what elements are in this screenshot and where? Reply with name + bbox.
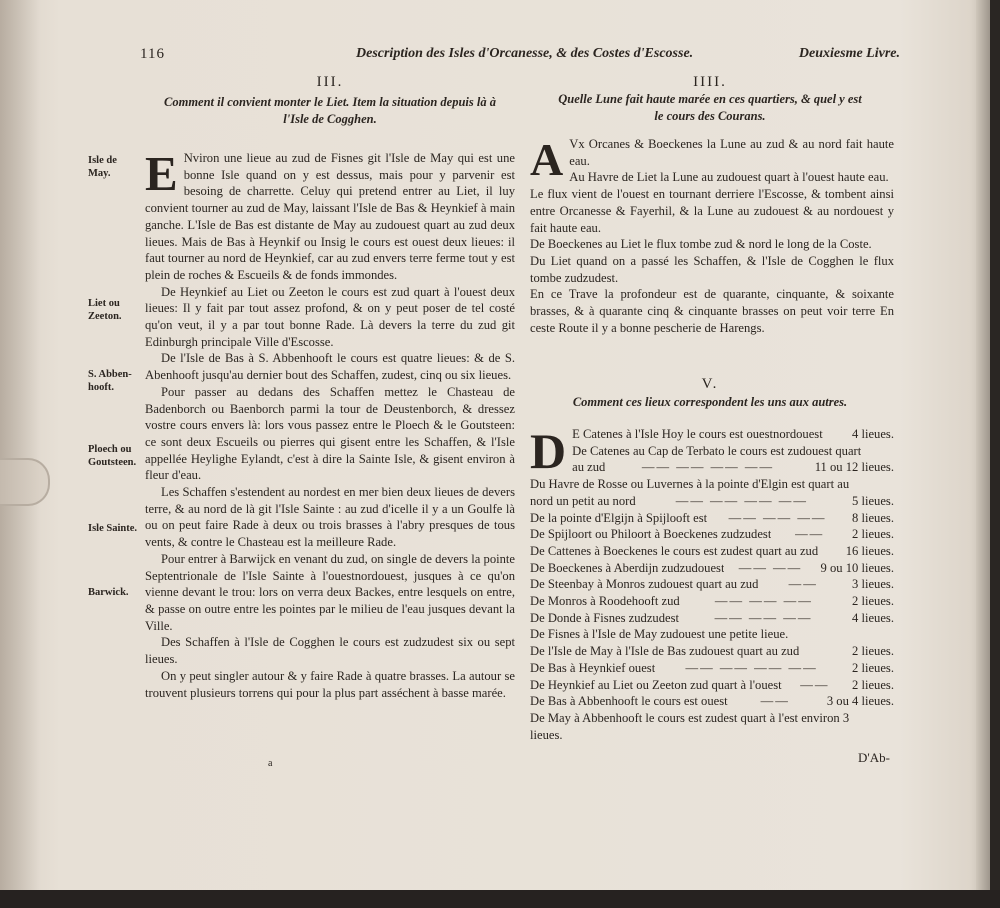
route-dashes: —— —— —— [728,510,827,525]
route-text: De la pointe d'Elgijn à Spijlooft est [530,510,708,525]
paragraph: Au Havre de Liet la Lune au zudouest quart à l'ouest haute eau. [569,170,889,185]
routes-list [530,423,894,743]
route-dashes: —— [800,677,830,692]
paragraph: De Heynkief au Liet ou Zeeton le cours est zud quart à l'ouest deux lieues: Il y fait par tout assez profond, & on y peut poser de tel costé qu'on veut, il y a par tout bonne Rade. Là devers la terre du zud git Edinburgh principale Ville d'Escosse. [145,284,515,349]
route-text: De Steenbay à Monros zudouest quart au zud [530,577,759,592]
paragraph: A Vx Orcanes & Boeckenes la Lune au zud & au nord fait haute eau. [530,134,894,185]
section-5-title: Comment ces lieux correspondent les uns aux autres. [572,395,848,409]
route-distance: 9 ou 10 lieues. [820,560,894,575]
route-line [530,660,894,677]
route-distance: 4 lieues. [852,610,894,625]
drop-cap: D [530,423,567,479]
route-line [530,626,894,643]
margin-note: S. Abben-hooft. [88,369,132,393]
route-dashes: —— —— —— [714,594,813,609]
route-distance: 2 lieues. [852,527,894,542]
route-dashes: —— —— —— —— [685,660,818,675]
route-dashes: —— [760,694,790,709]
route-line [572,426,894,443]
route-text: De Donde à Fisnes zudzudest [530,610,679,625]
margin-note: Liet ou Zeeton. [88,298,122,322]
route-line [530,526,894,543]
route-text: E Catenes à l'Isle Hoy le cours est ouestnordouest [572,427,823,441]
paragraph: Des Schaffen à l'Isle de Cogghen le cours est zudzudest six ou sept lieues. [145,635,515,667]
route-text: Du Havre de Rosse ou Luvernes à la pointe d'Elgin est quart au [530,477,850,492]
dark-background [0,890,1000,908]
route-text: lieues. [530,727,563,742]
drop-cap: E [145,146,178,201]
route-distance: 2 lieues. [852,594,894,609]
clip-mark [0,458,50,506]
route-line [572,443,894,460]
paragraph: En ce Trave la profondeur est de quarante, cinquante, & soixante brasses, & à quarante cinq & cinquante brasses on peut voir terre En ceste Route il y a bonne pescherie de Harengs. [530,287,894,335]
route-text: De Cattenes à Boeckenes le cours est zudest quart au zud [530,543,819,558]
route-line [530,560,894,577]
margin-note: Isle Sainte. [88,523,138,534]
paragraph: De l'Isle de Bas à S. Abbenhooft le cours est quatre lieues: & de S. Abenhooft jusqu'au dernier bout des Schaffen, zudest, cinq ou six lieues. [145,351,515,383]
route-distance: 11 ou 12 lieues. [814,460,894,475]
route-line [530,493,894,510]
paragraph: Le flux vient de l'ouest en tournant derriere l'Escosse, & tombent ainsi entre Orcanesse & Fayerhil, & la Lune au zudouest & au nordouest y fait haute eau. [530,187,894,235]
tides-text [530,136,894,336]
margin-note: Ploech ou Goutsteen. [88,444,137,468]
route-line [530,693,894,710]
route-distance: 16 lieues. [845,543,894,558]
route-distance: 5 lieues. [852,493,894,508]
catchword: D'Ab- [858,750,890,765]
route-dashes: —— [788,577,818,592]
running-title: Description des Isles d'Orcanesse, & des Costes d'Escosse. [356,46,694,61]
running-header [140,46,900,66]
route-dashes: —— —— —— —— [641,460,775,475]
gutter-shadow [0,0,40,890]
routes-container [530,423,894,743]
route-text: De Bas à Abbenhooft le cours est ouest [530,694,728,709]
paragraph: On y peut singler autour & y faire Rade à quatre brasses. La autour se trouvent plusieurs torrens qui pour la plus part asséchent à basse marée. [145,668,515,700]
paragraph: Du Liet quand on a passé les Schaffen, & l'Isle de Cogghen le flux tombe zudzudest. [530,253,894,285]
route-text: De Boeckenes à Aberdijn zudzudouest [530,560,725,575]
paragraph: Les Schaffen s'estendent au nordest en mer bien deux lieues de devers terre, & au nord de là git l'Isle Sainte : au zud d'icelle il y a un Goulfe là ou on peut faire Rade à deux ou trois brasses à l'abry presques de tous vents, & contre le Chasteau est la meilleure Rade. [145,485,515,550]
route-line [530,576,894,593]
route-text: au zud [572,460,606,475]
route-line [530,510,894,527]
signature-mark: a [268,758,273,769]
route-distance: 2 lieues. [852,644,894,659]
route-line [530,643,894,660]
page-number: 116 [140,46,165,62]
route-line [530,543,894,560]
route-line [530,610,894,627]
route-dashes: —— —— [738,560,803,575]
route-text: De Heynkief au Liet ou Zeeton zud quart à l'ouest [530,677,782,692]
paragraph: De Boeckenes au Liet le flux tombe zud & nord le long de la Coste. [530,237,872,252]
route-distance: 3 lieues. [852,577,894,592]
section-4-title: Quelle Lune fait haute marée en ces quartiers, & quel y est le cours des Courans. [558,92,862,123]
page-edge [976,0,990,890]
margin-note: Barwick. [88,587,129,598]
route-distance: 3 ou 4 lieues. [826,694,894,709]
margin-note: Isle de May. [88,155,117,179]
left-column-text [145,146,515,701]
route-distance: 2 lieues. [852,660,894,675]
route-dashes: —— [795,527,825,542]
paragraph: Pour entrer à Barwijck en venant du zud, on single de devers la pointe Septentrionale de l'Isle Sainte à l'ouestnordouest, jusques à ce qu'on vienne devant le trou: lors on verra deux Backes, entre lesquels on entre, & passe on outre entre les pointes par le milieu de l'eau jusques devant la Ville. [145,551,515,633]
route-line [530,727,894,744]
route-line [530,593,894,610]
section-3-title: Comment il convient monter le Liet. Item la situation depuis là à l'Isle de Cogghen. [164,95,496,126]
paragraph: Pour passer au dedans des Schaffen mettez le Chasteau de Badenborch ou Baenborch parmi la tour de Deustenborch, & dressez vostre cours envers là: lors vous passez entre le Ploech & le Goutsteen: ce sont deux Escueils ou pierres qui gisent entre les Schaffen, & l'Isle appellée Heylighe Eylandt, c'est à dire la Sainte Isle, & gisent environ à fleur d'eau. [145,384,515,483]
section-5-number: V. [701,376,719,392]
route-line [530,677,894,694]
route-text: nord un petit au nord [530,493,636,508]
route-text: De May à Abbenhooft le cours est zudest quart à l'est environ 3 [530,710,850,725]
route-distance: 8 lieues. [852,510,894,525]
route-line [530,710,894,727]
route-text: De Catenes au Cap de Terbato le cours est zudouest quart [572,443,862,458]
section-3-number: III. [316,74,344,90]
route-text: De l'Isle de May à l'Isle de Bas zudouest quart au zud [530,644,800,659]
route-line [572,459,894,476]
route-text: De Bas à Heynkief ouest [530,660,656,675]
route-text: De Fisnes à l'Isle de May zudouest une petite lieue. [530,627,789,642]
route-text: De Spijloort ou Philoort à Boeckenes zudzudest [530,527,772,542]
book-label: Deuxiesme Livre. [798,46,900,61]
route-distance: 2 lieues. [852,677,894,692]
route-line [530,476,894,493]
paragraph: E Nviron une lieue au zud de Fisnes git l'Isle de May qui est une bonne Isle quand on y est dessus, mais pour y parvenir est besoing de charrette. Celuy qui pretend entrer au Liet, il luy convient tourner au zud de May, laissant l'Isle de Bas & Heynkief à main ganche. L'Isle de Bas est distante de May au zudouest quart au zud deux lieues. Mais de Bas à Heynkif ou Insig le cours est ouest deux lieues: il faut tourner au nord de Heynkief, car au zud envers terre ferme tout y est plein de roches & Escueils & de fonds immondes. [145,146,515,282]
drop-cap: A [530,134,564,185]
route-dashes: —— —— —— [714,610,813,625]
route-text: De Monros à Roodehooft zud [530,594,680,609]
section-4-number: IIII. [693,74,727,90]
route-distance: 4 lieues. [852,427,894,441]
route-dashes: —— —— —— —— [675,493,808,508]
